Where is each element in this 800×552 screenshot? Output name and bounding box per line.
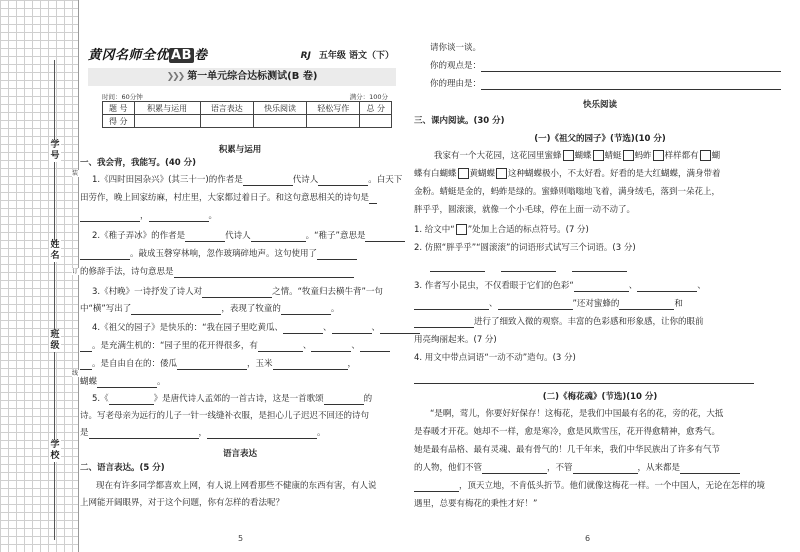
test-title-bar <box>88 68 396 86</box>
answer-blank[interactable] <box>202 287 272 298</box>
answer-blank[interactable] <box>360 341 390 352</box>
question-line: 4. 用文中带点词语“一动不动”造句。(3 分) <box>414 353 576 363</box>
question-line: 的修辞手法，诗句意思是 <box>80 266 354 278</box>
score-header: 轻松写作 <box>307 102 360 115</box>
punct-box[interactable] <box>623 150 634 161</box>
answer-blank[interactable] <box>501 261 556 272</box>
score-cell[interactable] <box>134 115 200 128</box>
punct-box[interactable] <box>496 168 507 179</box>
brand-logo <box>88 44 208 63</box>
score-header: 题 号 <box>103 102 135 115</box>
answer-blank[interactable] <box>680 463 740 474</box>
question-line: 上网能开阔眼界，对于这个问题，你有怎样的看法呢？ <box>80 498 285 508</box>
answer-blank[interactable] <box>80 341 92 352</box>
score-table <box>102 101 392 128</box>
score-cell[interactable] <box>307 115 360 128</box>
brand-prefix: 黄冈名师全优 <box>88 48 170 63</box>
question-line: 现在有许多同学都喜欢上网，有人说上网看那些不健康的东西有害，有人说 <box>96 481 377 491</box>
score-row-label: 得 分 <box>103 115 135 128</box>
answer-blank[interactable] <box>317 249 357 260</box>
question-line: 你的观点是： <box>430 60 781 72</box>
answer-blank[interactable] <box>365 231 405 242</box>
answer-blank[interactable] <box>332 323 372 334</box>
score-cell[interactable] <box>253 115 306 128</box>
answer-blank[interactable] <box>131 304 221 315</box>
header-banner <box>88 40 394 68</box>
question-line: 2. 仿照“胖乎乎”“圆滚滚”的词语形式试写三个词语。(3 分) <box>414 243 636 253</box>
answer-blank[interactable] <box>97 377 157 388</box>
score-cell[interactable] <box>360 115 392 128</box>
punct-box[interactable] <box>563 150 574 161</box>
answer-blank[interactable] <box>258 341 303 352</box>
rj-label: RJ <box>300 51 311 61</box>
brand-suffix: 卷 <box>194 48 208 63</box>
question-line: 1.《四时田园杂兴》(其三十一)的作者是 代诗人 。白天下 <box>92 175 403 185</box>
answer-blank[interactable] <box>482 463 547 474</box>
answer-blank[interactable] <box>324 394 364 405</box>
question-line: 。是自由自在的：倭瓜 ，玉米 ， <box>80 358 356 370</box>
passage-line: 胖乎乎，圆滚滚，就像一个小毛球，停在上面一动不动了。 <box>414 205 636 215</box>
score-cell[interactable] <box>200 115 253 128</box>
answer-blank[interactable] <box>281 304 331 315</box>
punct-box[interactable] <box>653 150 664 161</box>
answer-blank[interactable] <box>273 359 348 370</box>
punct-box-sample <box>456 224 467 235</box>
grade-text: 五年级 语文（下） <box>318 51 394 61</box>
answer-blank[interactable] <box>89 428 199 439</box>
answer-blank[interactable] <box>109 394 154 405</box>
question-line: 田劳作，晚上回家纺麻，村庄里，大家都过着日子。和这句意思相关的诗句是 <box>80 192 377 204</box>
answer-blank[interactable] <box>481 61 781 72</box>
punct-box[interactable] <box>458 168 469 179</box>
time-limit: 时间：60分钟 <box>102 93 143 101</box>
passage-line: ，顶天立地，不肯低头折节。他们就像这梅花一样。一个中国人，无论在怎样的境 <box>414 480 765 492</box>
margin-label-class: 班级 <box>50 330 60 351</box>
test-title: 第一单元综合达标测试(B 卷) <box>187 71 318 82</box>
answer-blank[interactable] <box>283 323 323 334</box>
question-line: 。是充满生机的：“园子里的花开得很多，有 、 、 <box>80 340 390 352</box>
question-line: 3.《村晚》一诗抒发了诗人对 之情。“牧童归去横牛背”一句 <box>92 287 383 297</box>
question-line: 蝴蝶 。 <box>80 377 166 387</box>
passage-line: 遇里，总要有梅花的秉性才好！” <box>414 499 538 509</box>
question-line: 你的理由是： <box>430 78 781 90</box>
answer-blank[interactable] <box>251 231 306 242</box>
passage-line: 是春暖才开花。她却不一样，愈是寒冷，愈是风欺雪压，花开得愈精神，愈秀气。 <box>414 427 721 437</box>
margin-label-name: 姓名 <box>50 240 60 261</box>
passage-line: 金粉。蜻蜓是金的，蚂蚱是绿的。蜜蜂则嗡嗡地飞着，满身绒毛，落到一朵花上， <box>414 187 721 197</box>
answer-blank[interactable] <box>185 231 225 242</box>
page-number: 5 <box>238 534 244 543</box>
answer-blank[interactable] <box>430 261 485 272</box>
score-header: 总 分 <box>360 102 392 115</box>
brand-ab: AB <box>171 48 192 63</box>
question-line: 用亮绚丽起来。(7 分) <box>414 335 497 345</box>
score-header: 快乐阅读 <box>253 102 306 115</box>
section-title: 快乐阅读 <box>582 100 617 110</box>
question-line: 中“横”写出了 ，表现了牧童的 。 <box>80 304 340 314</box>
margin-line <box>54 60 55 540</box>
question-line: 、 ”还对蜜蜂的 和 <box>414 298 683 310</box>
score-header: 语言表达 <box>200 102 253 115</box>
answer-blank[interactable] <box>243 175 293 186</box>
margin-mark: 装 <box>72 170 79 177</box>
question-line: 。敲成玉磬穿林响，忽作玻璃碎地声。这句使用了 <box>80 248 357 260</box>
answer-blank[interactable] <box>414 481 459 492</box>
passage-title: (二)《梅花魂》(节选)(10 分) <box>542 392 658 402</box>
answer-blank[interactable] <box>572 261 627 272</box>
punct-box[interactable] <box>593 150 604 161</box>
question-heading: 一、我会背，我能写。(40 分) <box>80 158 197 168</box>
margin-mark: 线 <box>72 370 79 377</box>
answer-blank[interactable] <box>414 317 474 328</box>
margin-label-school: 学校 <box>50 440 60 461</box>
answer-blank[interactable] <box>573 463 638 474</box>
answer-blank[interactable] <box>574 281 629 292</box>
page-number: 6 <box>585 534 591 543</box>
full-score: 满分：100分 <box>349 93 388 101</box>
margin-mark: 订 <box>72 268 79 275</box>
answer-blank[interactable] <box>80 211 140 222</box>
answer-blank[interactable] <box>207 428 317 439</box>
section-title: 语言表达 <box>222 449 257 459</box>
question-heading: 二、语言表达。(5 分) <box>80 463 165 473</box>
answer-blank[interactable] <box>174 267 354 278</box>
answer-blank[interactable] <box>414 299 489 310</box>
question-line: 3. 作者写小昆虫，不仅看眼于它们的色彩“ 、 、 <box>414 281 706 291</box>
question-line: 进行了细致入微的观察。丰富的色彩感和形象感，让你的眼前 <box>414 316 704 328</box>
question-line: ， 。 <box>80 210 217 222</box>
arrows-icon: ❯❯❯ <box>166 72 184 82</box>
question-line: 请你谈一谈。 <box>430 43 482 53</box>
passage-line: 我家有一个大花园，这花园里蜜蜂 蝴蝶 蜻蜓 蚂蚱 样样都有 蝴 <box>434 151 721 161</box>
margin-label-student-id: 学号 <box>50 140 60 161</box>
question-line: 是 ， 。 <box>80 428 326 438</box>
question-line: 5.《 》是唐代诗人孟郊的一首古诗，这是一首歌颂 的 <box>92 394 373 404</box>
answer-blank[interactable] <box>311 341 351 352</box>
passage-line: 她是最有品格、最有灵魂、最有骨气的！几千年来，我们中华民族出了许多有气节 <box>414 445 721 455</box>
punct-box[interactable] <box>700 150 711 161</box>
grade-label <box>301 48 394 61</box>
passage-line: 的人物，他们不管 ，不管 ，从来都是 <box>414 462 740 474</box>
binding-margin <box>0 0 79 552</box>
passage-line: “是啊，莺儿，你要好好保存！这梅花，是我们中国最有名的花，旁的花，大抵 <box>430 409 724 419</box>
question-heading: 三、课内阅读。(30 分) <box>414 116 505 126</box>
answer-blank[interactable] <box>498 299 573 310</box>
answer-blank[interactable] <box>318 175 368 186</box>
section-title: 积累与运用 <box>218 145 262 155</box>
answer-blank[interactable] <box>369 193 377 204</box>
answer-blank[interactable] <box>80 359 92 370</box>
answer-blank[interactable] <box>637 281 697 292</box>
test-meta <box>102 92 388 101</box>
score-header: 积累与运用 <box>134 102 200 115</box>
answer-blank[interactable] <box>619 299 674 310</box>
answer-line <box>430 260 627 272</box>
answer-blank[interactable] <box>80 249 130 260</box>
question-line: 诗。写老母亲为远行的儿子一针一线缝补衣服，是担心儿子迟迟不回还的诗句 <box>80 411 370 421</box>
answer-blank[interactable] <box>481 79 781 90</box>
question-line: 1. 给文中“ ”处加上合适的标点符号。(7 分) <box>414 225 589 235</box>
answer-blank[interactable] <box>414 373 754 384</box>
answer-blank[interactable] <box>149 211 209 222</box>
answer-blank[interactable] <box>177 359 247 370</box>
passage-title: (一)《祖父的园子》(节选)(10 分) <box>534 134 666 144</box>
answer-line <box>414 372 754 384</box>
question-line: 2.《稚子弄冰》的作者是 代诗人 。“稚子”意思是 <box>92 230 405 242</box>
question-line: 4.《祖父的园子》是快乐的：“我在园子里吃黄瓜、 、 、 <box>92 322 420 334</box>
passage-line: 蝶有白蝴蝶 黄蝴蝶 这种蝴蝶极小，不太好看。好看的是大红蝴蝶，满身带着 <box>414 169 721 179</box>
